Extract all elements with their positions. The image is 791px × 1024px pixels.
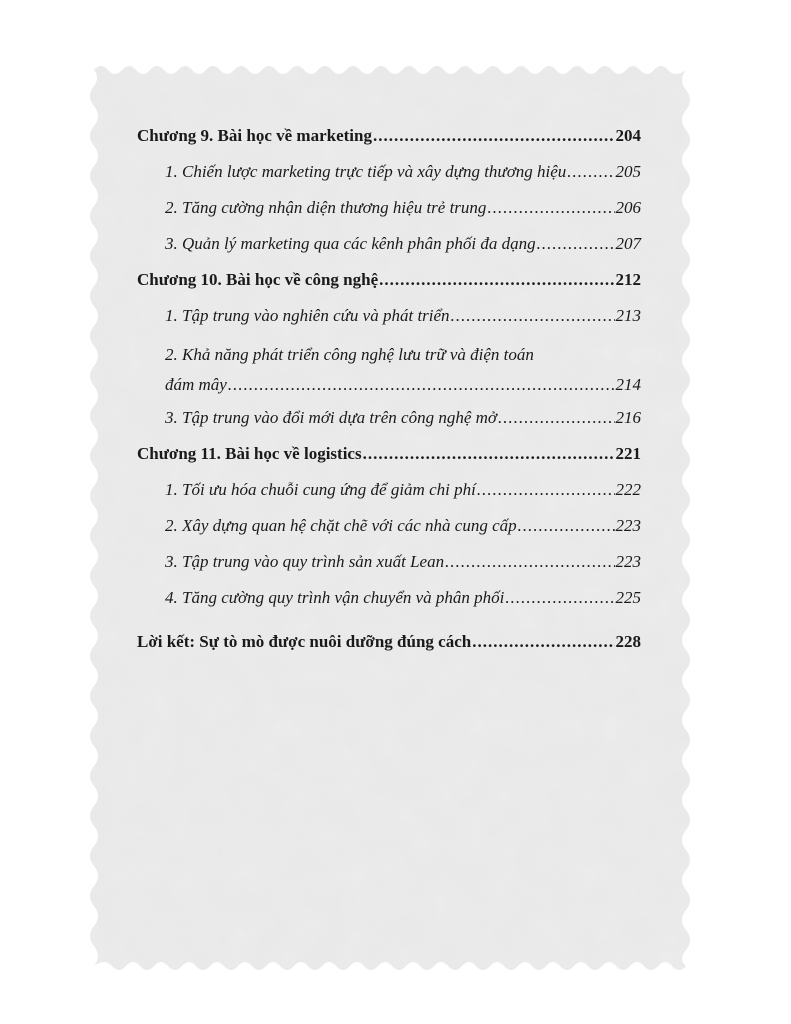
dot-leader [451, 298, 615, 334]
page-number: 214 [615, 375, 641, 394]
page-number: 207 [615, 234, 641, 253]
table-of-contents [137, 118, 641, 660]
dot-leader [487, 190, 614, 226]
dot-leader [228, 370, 615, 400]
toc-section-wrapped[interactable] [137, 334, 641, 400]
dot-leader [567, 154, 614, 190]
toc-chapter-9[interactable] [137, 118, 641, 154]
toc-section[interactable] [137, 190, 641, 226]
dot-leader [537, 226, 615, 262]
page-number: 212 [615, 270, 641, 289]
toc-section[interactable] [137, 154, 641, 190]
chapter-title: Chương 9. Bài học về marketing [137, 126, 372, 145]
page-number: 223 [615, 552, 641, 571]
toc-chapter-11[interactable] [137, 436, 641, 472]
toc-epilogue[interactable] [137, 624, 641, 660]
toc-section[interactable] [137, 472, 641, 508]
dot-leader [518, 508, 615, 544]
page-number: 222 [615, 480, 641, 499]
page-number: 225 [615, 588, 641, 607]
dot-leader [445, 544, 614, 580]
dot-leader [373, 118, 615, 154]
toc-section[interactable] [137, 298, 641, 334]
dot-leader [505, 580, 614, 616]
page-number: 206 [615, 198, 641, 217]
dot-leader [472, 624, 614, 660]
dot-leader [498, 400, 615, 436]
page-number: 213 [615, 306, 641, 325]
epilogue-title: Lời kết: Sự tò mò được nuôi dưỡng đúng cách [137, 632, 472, 651]
toc-section[interactable] [137, 580, 641, 616]
dot-leader [477, 472, 615, 508]
section-title: 4. Tăng cường quy trình vận chuyển và phân phối [165, 588, 505, 607]
toc-section[interactable] [137, 226, 641, 262]
section-title: 2. Tăng cường nhận diện thương hiệu trẻ trung [165, 198, 487, 217]
page-number: 223 [615, 516, 641, 535]
page-number: 228 [615, 632, 641, 651]
chapter-title: Chương 10. Bài học về công nghệ [137, 270, 379, 289]
toc-chapter-10[interactable] [137, 262, 641, 298]
dot-leader [379, 262, 614, 298]
page-number: 205 [615, 162, 641, 181]
section-title: 3. Tập trung vào đổi mới dựa trên công nghệ mở [165, 408, 497, 427]
page-number: 204 [615, 126, 641, 145]
toc-section[interactable] [137, 544, 641, 580]
section-title: 1. Tập trung vào nghiên cứu và phát triển [165, 306, 450, 325]
section-title-line-2 [165, 370, 641, 400]
toc-section[interactable] [137, 400, 641, 436]
dot-leader [363, 436, 615, 472]
chapter-title: Chương 11. Bài học về logistics [137, 444, 362, 463]
section-title: 1. Tối ưu hóa chuỗi cung ứng để giảm chi phí [165, 480, 476, 499]
section-title: 3. Quản lý marketing qua các kênh phân phối đa dạng [165, 234, 536, 253]
toc-section[interactable] [137, 508, 641, 544]
page-number: 221 [615, 444, 641, 463]
section-title: 3. Tập trung vào quy trình sản xuất Lean [165, 552, 445, 571]
section-title: 1. Chiến lược marketing trực tiếp và xây dựng thương hiệu [165, 162, 567, 181]
section-title-line-1: 2. Khả năng phát triển công nghệ lưu trữ và điện toán [165, 345, 534, 364]
section-title: 2. Xây dựng quan hệ chặt chẽ với các nhà cung cấp [165, 516, 517, 535]
section-title: đám mây [165, 375, 227, 394]
page-number: 216 [615, 408, 641, 427]
